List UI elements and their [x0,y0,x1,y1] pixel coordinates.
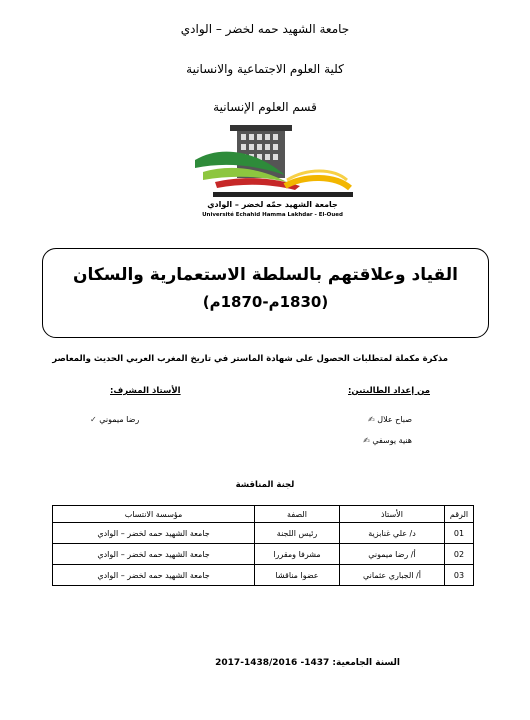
row-role: رئيس اللجنة [255,523,340,544]
row-role: مشرفا ومقررا [255,544,340,565]
thesis-title: القياد وعلاقتهم بالسلطة الاستعمارية والسكان [73,265,458,285]
supervisor-label: الأستاذ المشرف: [110,386,181,396]
thesis-description: مذكرة مكملة لمتطلبات الحصول على شهادة الماستر في تاريخ المغرب العربي الحديث والمعاصر [52,354,448,364]
student-name-1 [368,415,412,424]
student-name-2-text: هنية يوسفي [372,436,412,445]
thesis-period: (1830م-1870م) [202,293,329,311]
committee-title: لجنة المناقشة [235,480,295,490]
table-header-row [53,506,474,523]
row-role: عضوا مناقشا [255,565,340,586]
supervisor-name-text: رضا ميموني [99,415,140,424]
row-professor: أ/ رضا ميموني [340,544,445,565]
row-professor: أ/ الجباري عثماني [340,565,445,586]
students-label: من إعداد الطالبتين: [348,386,430,396]
row-number: 03 [445,565,474,586]
row-institution: جامعة الشهيد حمه لخضر – الوادي [53,544,255,565]
pen-icon: ✍ [368,415,375,424]
logo-arabic-name: جامعة الشهيد حمّه لخضر – الوادي [207,200,338,209]
university-logo-graphic [175,120,370,225]
faculty-name: كلية العلوم الاجتماعية والانسانية [186,62,344,76]
table-row [53,565,474,586]
supervisor-name [90,415,139,424]
committee-table [52,505,474,586]
header-number: الرقم [445,506,474,523]
row-number: 01 [445,523,474,544]
table-row [53,544,474,565]
row-professor: د/ علي غنابزية [340,523,445,544]
thesis-title-box [42,248,489,338]
table-row [53,523,474,544]
student-name-1-text: صباح علال [377,415,412,424]
logo-latin-name: Université Echahid Hamma Lakhdar - El-Oued [202,212,343,218]
university-logo [175,120,370,225]
university-name: جامعة الشهيد حمه لخضر – الوادي [180,22,350,36]
header-professor: الأستاذ [340,506,445,523]
row-institution: جامعة الشهيد حمه لخضر – الوادي [53,523,255,544]
pen-icon: ✍ [363,436,370,445]
department-name: قسم العلوم الإنسانية [213,100,317,114]
academic-year: السنة الجامعية: 1437- 1438/2016-2017 [215,658,400,668]
row-number: 02 [445,544,474,565]
header-role: الصفة [255,506,340,523]
check-icon: ✓ [90,415,97,424]
header-institution: مؤسسة الانتساب [53,506,255,523]
row-institution: جامعة الشهيد حمه لخضر – الوادي [53,565,255,586]
student-name-2 [363,436,412,445]
